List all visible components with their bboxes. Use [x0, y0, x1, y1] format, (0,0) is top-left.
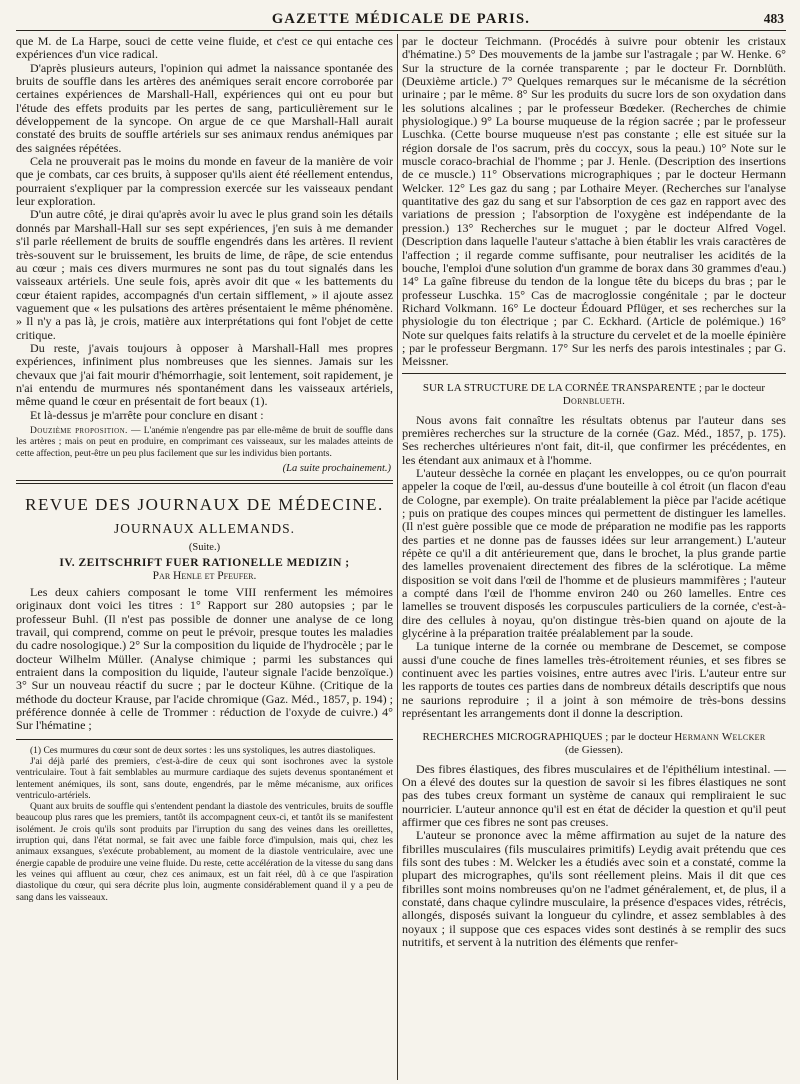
journal-summary-paragraph: Les deux cahiers composant le tome VIII renferment les mémoires originaux dont voici les titres : 1° Rapport sur 280 autopsies ; par le professeur Buhl. (Il n'est pas possible de donner une analyse de ce long travail, qui comprend, comme on peut le prévoir, presque toutes les maladies du cadre nosologique.) 2° Sur la composition du liquide de l'hydrocèle ; par le docteur Wilhelm Müller. (Analyse chimique ; parmi les substances qui entraient dans la composition du liquide, l'auteur signale l'acide benzoïque.) 3° Sur un nouveau réactif du sucre ; par le docteur Kühne. (Critique de la méthode du docteur Krause, par l'acide chromique (Gaz. Méd., 1857, p. 194) ; préférence donnée à celle de Trommer : réduction de l'oxyde de cuivre.) 4° Sur l'hématine ; — [16, 584, 393, 733]
micro-section-heading — [402, 731, 786, 757]
douzieme-proposition — [16, 426, 393, 460]
page-number: 483 — [763, 11, 784, 26]
left-paragraph: Du reste, j'avais toujours à opposer à Marshall-Hall mes propres expériences, infiniment plus nombreuses que les siennes. Jamais sur les chevaux que j'ai fait mourir d'hémorrhagie, soit lentement, soit rapidement, je n'ai entendu de murmures nés spontanément dans les vaisseaux artériels, même quand le cœur en présentait de fort beaux (1). — [16, 340, 393, 409]
column-divider — [397, 34, 398, 1080]
zeitschrift-authors: Par Henle et Pfeufer. — [152, 569, 257, 582]
right-column — [402, 35, 786, 1080]
cornee-paragraph: La tunique interne de la cornée ou membrane de Descemet, se compose aussi d'une couche de fines lamelles très-étroitement réunies, et ses fibres se continuent avec les parties voisines, entre autres avec l'iris. L'auteur entre sur les rapports de toutes ces parties dans de nombreux détails descriptifs que nous ne saurions reproduire ; il a joint à son mémoire de très-bons dessins représentant les arrangements dont il donne la description. — [402, 639, 786, 721]
page-header — [16, 8, 786, 31]
micro-heading-place: (de Giessen). — [564, 743, 624, 756]
revue-title: REVUE DES JOURNAUX DE MÉDECINE. — [25, 494, 384, 514]
left-paragraph: D'un autre côté, je dirai qu'après avoir lu avec le plus grand soin les détails donnés par Marshall-Hall sur ses sept expériences, j'en suis à me demander s'il parle réellement de bruits de souffle engendrés dans les artères. Il revient très-souvent sur le bruissement, les bruits de lime, de râpe, de scie entendus au cœur ; mais ces divers murmures ne sont pas du tout signalés dans les vaisseaux artériels. Une seule fois, après avoir dit que « les battements du cœur étaient rapides, accompagnés d'un certain sifflement, » il ajoute assez vaguement que « les pulsations des artères présentaient le même phénomène. » Il n'y a pas là, je crois, matière aux interprétations qui font l'objet de cette critique. — [16, 207, 393, 342]
titles-list-paragraph: par le docteur Teichmann. (Procédés à suivre pour obtenir les cristaux d'hématine.) 5° Des mouvements de la jambe sur l'astragale ; par W. Henke. 6° Sur la structure de la cornée transparente ; par le docteur Fr. Dornblüth. (Deuxième article.) 7° Quelques remarques sur le mécanisme de la sécrétion urinaire ; par le même. 8° Sur les produits du sucre lors de son oxydation dans les solutions alcalines ; par le professeur Bœdeker. (Recherches de chimie physiologique.) 9° La bourse muqueuse de la région sacrée ; par le professeur Luschka. (Cette bourse muqueuse n'est pas constante ; elle est située sur la région dorsale de l'os sacrum, près du coccyx, sous la peau.) 10° Note sur le muscle coraco-brachial de l'homme ; par J. Henle. (Description des insertions de ce muscle.) 11° Observations micrographiques ; par le docteur Hermann Welcker. 12° Les gaz du sang ; par Lothaire Meyer. (Recherches sur l'analyse quantitative des gaz du sang et sur l'absorption de ces gaz en rapport avec des variations de pression ; l'absorption de l'oxygène est indépendante de la pression.) 13° Recherches sur le muguet ; par le docteur Alfred Vogel. (Description dans laquelle l'auteur s'attache à bien établir les vrais caractères de l'affection ; il regarde comme suffisante, pour neutraliser les acidités de la bouche, l'emploi d'une solution d'un gramme de borax dans 30 grammes d'eau.) 14° La gaîne fibreuse du tendon de la longue tête du biceps du bras ; par le professeur Luschka. 15° Cas de macroglossie congénitale ; par le docteur Richard Volkmann. 16° Le docteur Édouard Pflüger, et ses recherches sur la physiologie du ton électrique ; par C. Eckhard. (Article de polémique.) 16° Note sur quelques faits relatifs à la structure du cervelet et de la moelle épinière ; par le professeur Bergmann. 17° Sur les nerfs des parois intestinales ; par G. Meissner. — [402, 35, 786, 369]
micro-heading-text: RECHERCHES MICROGRAPHIQUES ; par le docteur — [422, 730, 672, 743]
micro-paragraph: Des fibres élastiques, des fibres musculaires et de l'épithélium intestinal. — On a élevé des doutes sur la question de savoir si les fibres élastiques ne sont pas des tubes creux formant un système de canaux qui rempliraient le suc nourricier. L'auteur annonce qu'il est en état de décider la question et qu'il peut affirmer que ces fibres ne sont pas creuses. — [402, 761, 786, 829]
micro-heading-author: Hermann Welcker — [674, 730, 766, 743]
cornee-paragraph: Nous avons fait connaître les résultats obtenus par l'auteur dans ses premières recherches sur la structure de la cornée (Gaz. Méd., 1857, p. 175). Ses recherches ultérieures n'ont fait, dit-il, que confirmer les précédentes, en les étendant aux animaux et à l'homme. — [402, 412, 786, 467]
left-paragraph: Et là-dessus je m'arrête pour conclure en disant : — [30, 407, 264, 422]
left-paragraph: Cela ne prouverait pas le moins du monde en faveur de la manière de voir que je combats, car ces bruits, à supposer qu'ils aient été réellement entendus, pourraient s'expliquer par la compression exercée sur les vaisseaux pendant leur exploration. — [16, 154, 393, 209]
douzieme-text: — L'anémie n'engendre pas par elle-même de bruit de souffle dans les artères ; mais on peut en produire, en comprimant ces vaisseaux, sur les malades atteints de cette affection, peut-être un peu plus facilement que sur les individus bien portants. — [16, 425, 393, 459]
left-paragraph: que M. de La Harpe, souci de cette veine fluide, et c'est ce qui entache ces expériences d'un vice radical. — [16, 35, 393, 62]
suite-mark: (Suite.) — [188, 541, 221, 553]
left-column — [16, 35, 393, 1080]
zeitschrift-title: IV. ZEITSCHRIFT FUER RATIONELLE MEDIZIN ; — [59, 556, 350, 569]
section-rule — [16, 480, 393, 481]
cornee-heading-text: SUR LA STRUCTURE DE LA CORNÉE TRANSPARENTE ; par le docteur — [422, 381, 766, 394]
journal-title: GAZETTE MÉDICALE DE PARIS. — [271, 11, 531, 27]
cornee-paragraph: L'auteur dessèche la cornée en plaçant les enveloppes, ou ce qu'on pourrait appeler la coque de l'œil, au-dessus d'une bouteille à col étroit (un flacon d'eau de Cologne, par exemple). On traite préalablement la pièce par l'acide acétique ; puis on pratique des coupes minces qui permettent de distinguer les lamelles. (Il n'est guère possible que ce mode de préparation ne modifie pas les rapports des parties et ne donne pas de fausses idées sur leur arrangement.) L'auteur répète ce qu'il a dit antérieurement que, dans le brochet, la plus grande partie des lamelles provenaient directement des fibres de la sclérotique. La même disposition se voit dans l'œil de l'homme et de plusieurs mammifères ; l'auteur a compté dans l'œil de l'homme environ 240 ou 260 lamelles. Entre ces lamelles se trouvent disposés les corpuscules particuliers de la cornée, c'est-à-dire des cellules à noyau, qu'on distingue très-bien quand on ajoute de la glycérine à la préparation traitée préalablement par la soude. — [402, 465, 786, 641]
section-rule — [402, 373, 786, 374]
cornee-section-heading — [402, 382, 786, 408]
suite-prochainement: (La suite prochainement.) — [282, 462, 391, 474]
cornee-heading-author: Dornblueth. — [562, 394, 626, 407]
footnote-paragraph: (1) Ces murmures du cœur sont de deux sortes : les uns systoliques, les autres diastoliques. — [30, 745, 376, 756]
footnote-paragraph: Quant aux bruits de souffle qui s'entendent pendant la diastole des ventricules, bruits de souffle beaucoup plus rares que les premiers, tantôt ils accompagnent ceux-ci, et tantôt ils se manifestent isolément. Je crois qu'ils sont produits par l'irruption du sang des veines dans les oreillettes, irruption qui, dans l'état normal, se fait avec une faible force d'impulsion, mais qui, chez les animaux exsangues, s'exécute probablement, au moment de la diastole ventriculaire, avec une énergie capable de produire une veine fluide. Du reste, cette accélération de la vitesse du sang dans les veines qui affluent au cœur, chez ces animaux, est un fait réel, dû à ce que l'aspiration diastolique du cœur, qui sera décrite plus loin, augmente considérablement quand il y a peu de sang dans les vaisseaux. — [16, 802, 393, 903]
douzieme-label: Douzième proposition. — [30, 425, 128, 436]
footnote-paragraph: J'ai déjà parlé des premiers, c'est-à-dire de ceux qui sont isochrones avec la systole ventriculaire. Tout à fait semblables au murmure cardiaque des sujets devenus spontanément et lentement anémiques, ils sont, sans doute, engendrés, par le même mécanisme, aux orifices ventriculo-artériels. — [16, 756, 393, 801]
left-paragraph: D'après plusieurs auteurs, l'opinion qui admet la naissance spontanée des bruits de souffle dans les artères des anémiques serait encore corroborée par certaines expériences de Marshall-Hall, expériences qui ont eu pour but l'étude des effets produits par les pertes de sang, particulièrement sur le développement de la syncope. On argue de ce que Marshall-Hall aurait constaté des bruits de souffle artériels sur ses animaux rendus anémiques par des saignées répétées. — [16, 60, 393, 155]
section-rule — [16, 483, 393, 484]
micro-paragraph: L'auteur se prononce avec la même affirmation au sujet de la nature des fibrilles musculaires (fils musculaires primitifs) Leydig avait prétendu que ces fils sont des tubes : M. Welcker les a étudiés avec soin et a constaté, comme la plupart des micrographes, qu'ils sont réellement pleins. Mais il dit que ces fibrilles sont moins nombreuses qu'on ne l'admet généralement, et, de plus, il a constaté, dans chaque cylindre musculaire, la présence d'espaces vides, rétrécis, allongés, disposés suivant la longueur du cylindre, et assez semblables à des noyaux ; il suppose que ces espaces vides sont destinés à se remplir des sucs nutritifs, et servent à la nutrition des éléments que renfer- — [402, 828, 786, 949]
journaux-title: JOURNAUX ALLEMANDS. — [113, 520, 295, 536]
footnote-separator — [16, 739, 393, 740]
